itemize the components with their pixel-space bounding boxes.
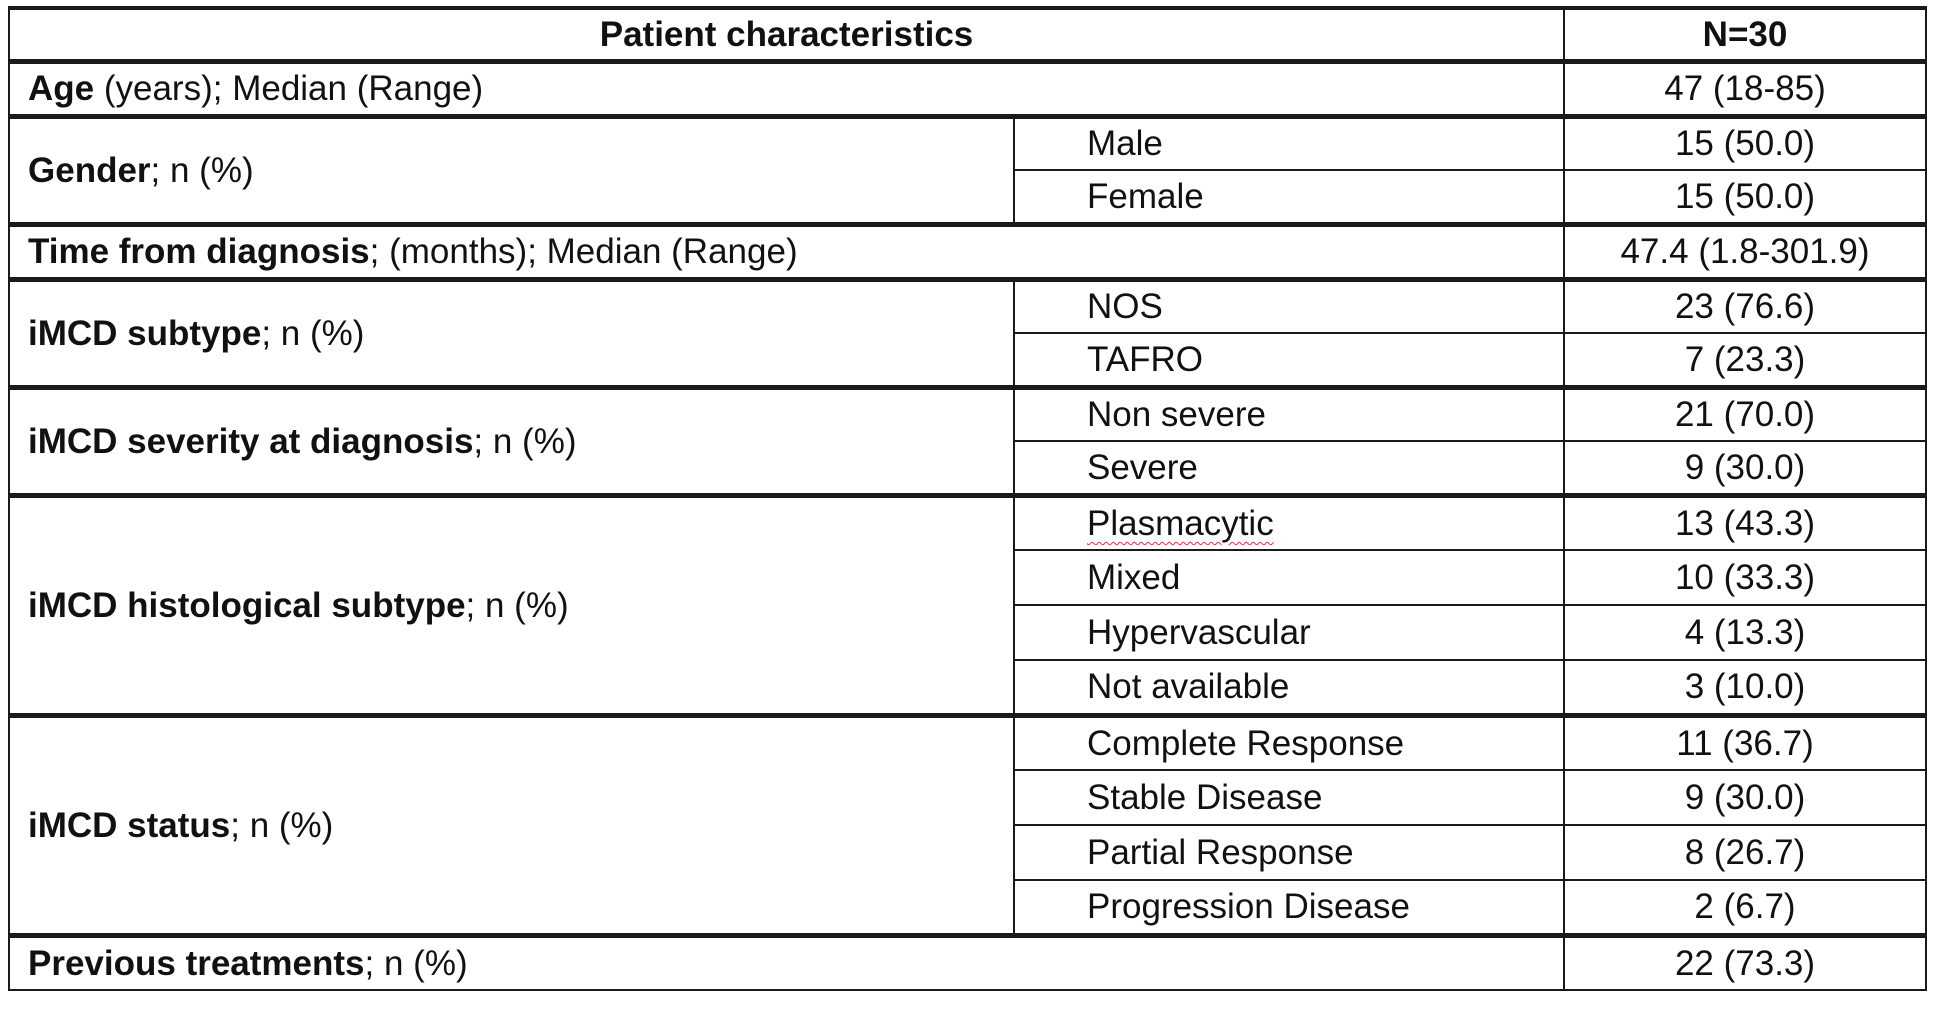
histological-hypervascular-label: Hypervascular [1014,605,1564,660]
gender-row-male [9,116,1926,170]
header-n: N=30 [1564,8,1926,61]
subtype-tafro-value: 7 (23.3) [1564,333,1926,387]
severity-label: iMCD severity at diagnosis; n (%) [9,387,1014,495]
age-value: 47 (18-85) [1564,61,1926,116]
severity-row-non-severe [9,387,1926,441]
histological-mixed-label: Mixed [1014,550,1564,605]
status-complete-response-value: 11 (36.7) [1564,715,1926,770]
time-from-diagnosis-row [9,224,1926,279]
time-from-diagnosis-value: 47.4 (1.8-301.9) [1564,224,1926,279]
subtype-row-nos [9,279,1926,333]
header-characteristics: Patient characteristics [9,8,1564,61]
gender-label: Gender; n (%) [9,116,1014,224]
severity-severe-value: 9 (30.0) [1564,441,1926,495]
subtype-nos-value: 23 (76.6) [1564,279,1926,333]
age-label: Age (years); Median (Range) [9,61,1564,116]
previous-treatments-row [9,935,1926,990]
subtype-nos-label: NOS [1014,279,1564,333]
status-progression-disease-label: Progression Disease [1014,880,1564,935]
status-stable-disease-label: Stable Disease [1014,770,1564,825]
severity-non-severe-value: 21 (70.0) [1564,387,1926,441]
status-label: iMCD status; n (%) [9,715,1014,935]
time-from-diagnosis-label: Time from diagnosis; (months); Median (Range) [9,224,1564,279]
histological-not-available-label: Not available [1014,660,1564,715]
patient-characteristics-table [8,6,1927,991]
histological-row-plasmacytic [9,495,1926,550]
status-progression-disease-value: 2 (6.7) [1564,880,1926,935]
header-row [9,8,1926,61]
severity-non-severe-label: Non severe [1014,387,1564,441]
status-stable-disease-value: 9 (30.0) [1564,770,1926,825]
status-row-complete-response [9,715,1926,770]
gender-male-value: 15 (50.0) [1564,116,1926,170]
gender-male-label: Male [1014,116,1564,170]
gender-female-value: 15 (50.0) [1564,170,1926,224]
histological-plasmacytic-label [1014,495,1564,550]
histological-mixed-value: 10 (33.3) [1564,550,1926,605]
previous-treatments-value: 22 (73.3) [1564,935,1926,990]
histological-plasmacytic-value: 13 (43.3) [1564,495,1926,550]
histological-not-available-value: 3 (10.0) [1564,660,1926,715]
age-row [9,61,1926,116]
spellcheck-underline: Plasmacytic [1087,503,1274,543]
subtype-label: iMCD subtype; n (%) [9,279,1014,387]
status-partial-response-label: Partial Response [1014,825,1564,880]
status-partial-response-value: 8 (26.7) [1564,825,1926,880]
histological-hypervascular-value: 4 (13.3) [1564,605,1926,660]
gender-female-label: Female [1014,170,1564,224]
status-complete-response-label: Complete Response [1014,715,1564,770]
histological-label: iMCD histological subtype; n (%) [9,495,1014,715]
severity-severe-label: Severe [1014,441,1564,495]
previous-treatments-label: Previous treatments; n (%) [9,935,1564,990]
subtype-tafro-label: TAFRO [1014,333,1564,387]
